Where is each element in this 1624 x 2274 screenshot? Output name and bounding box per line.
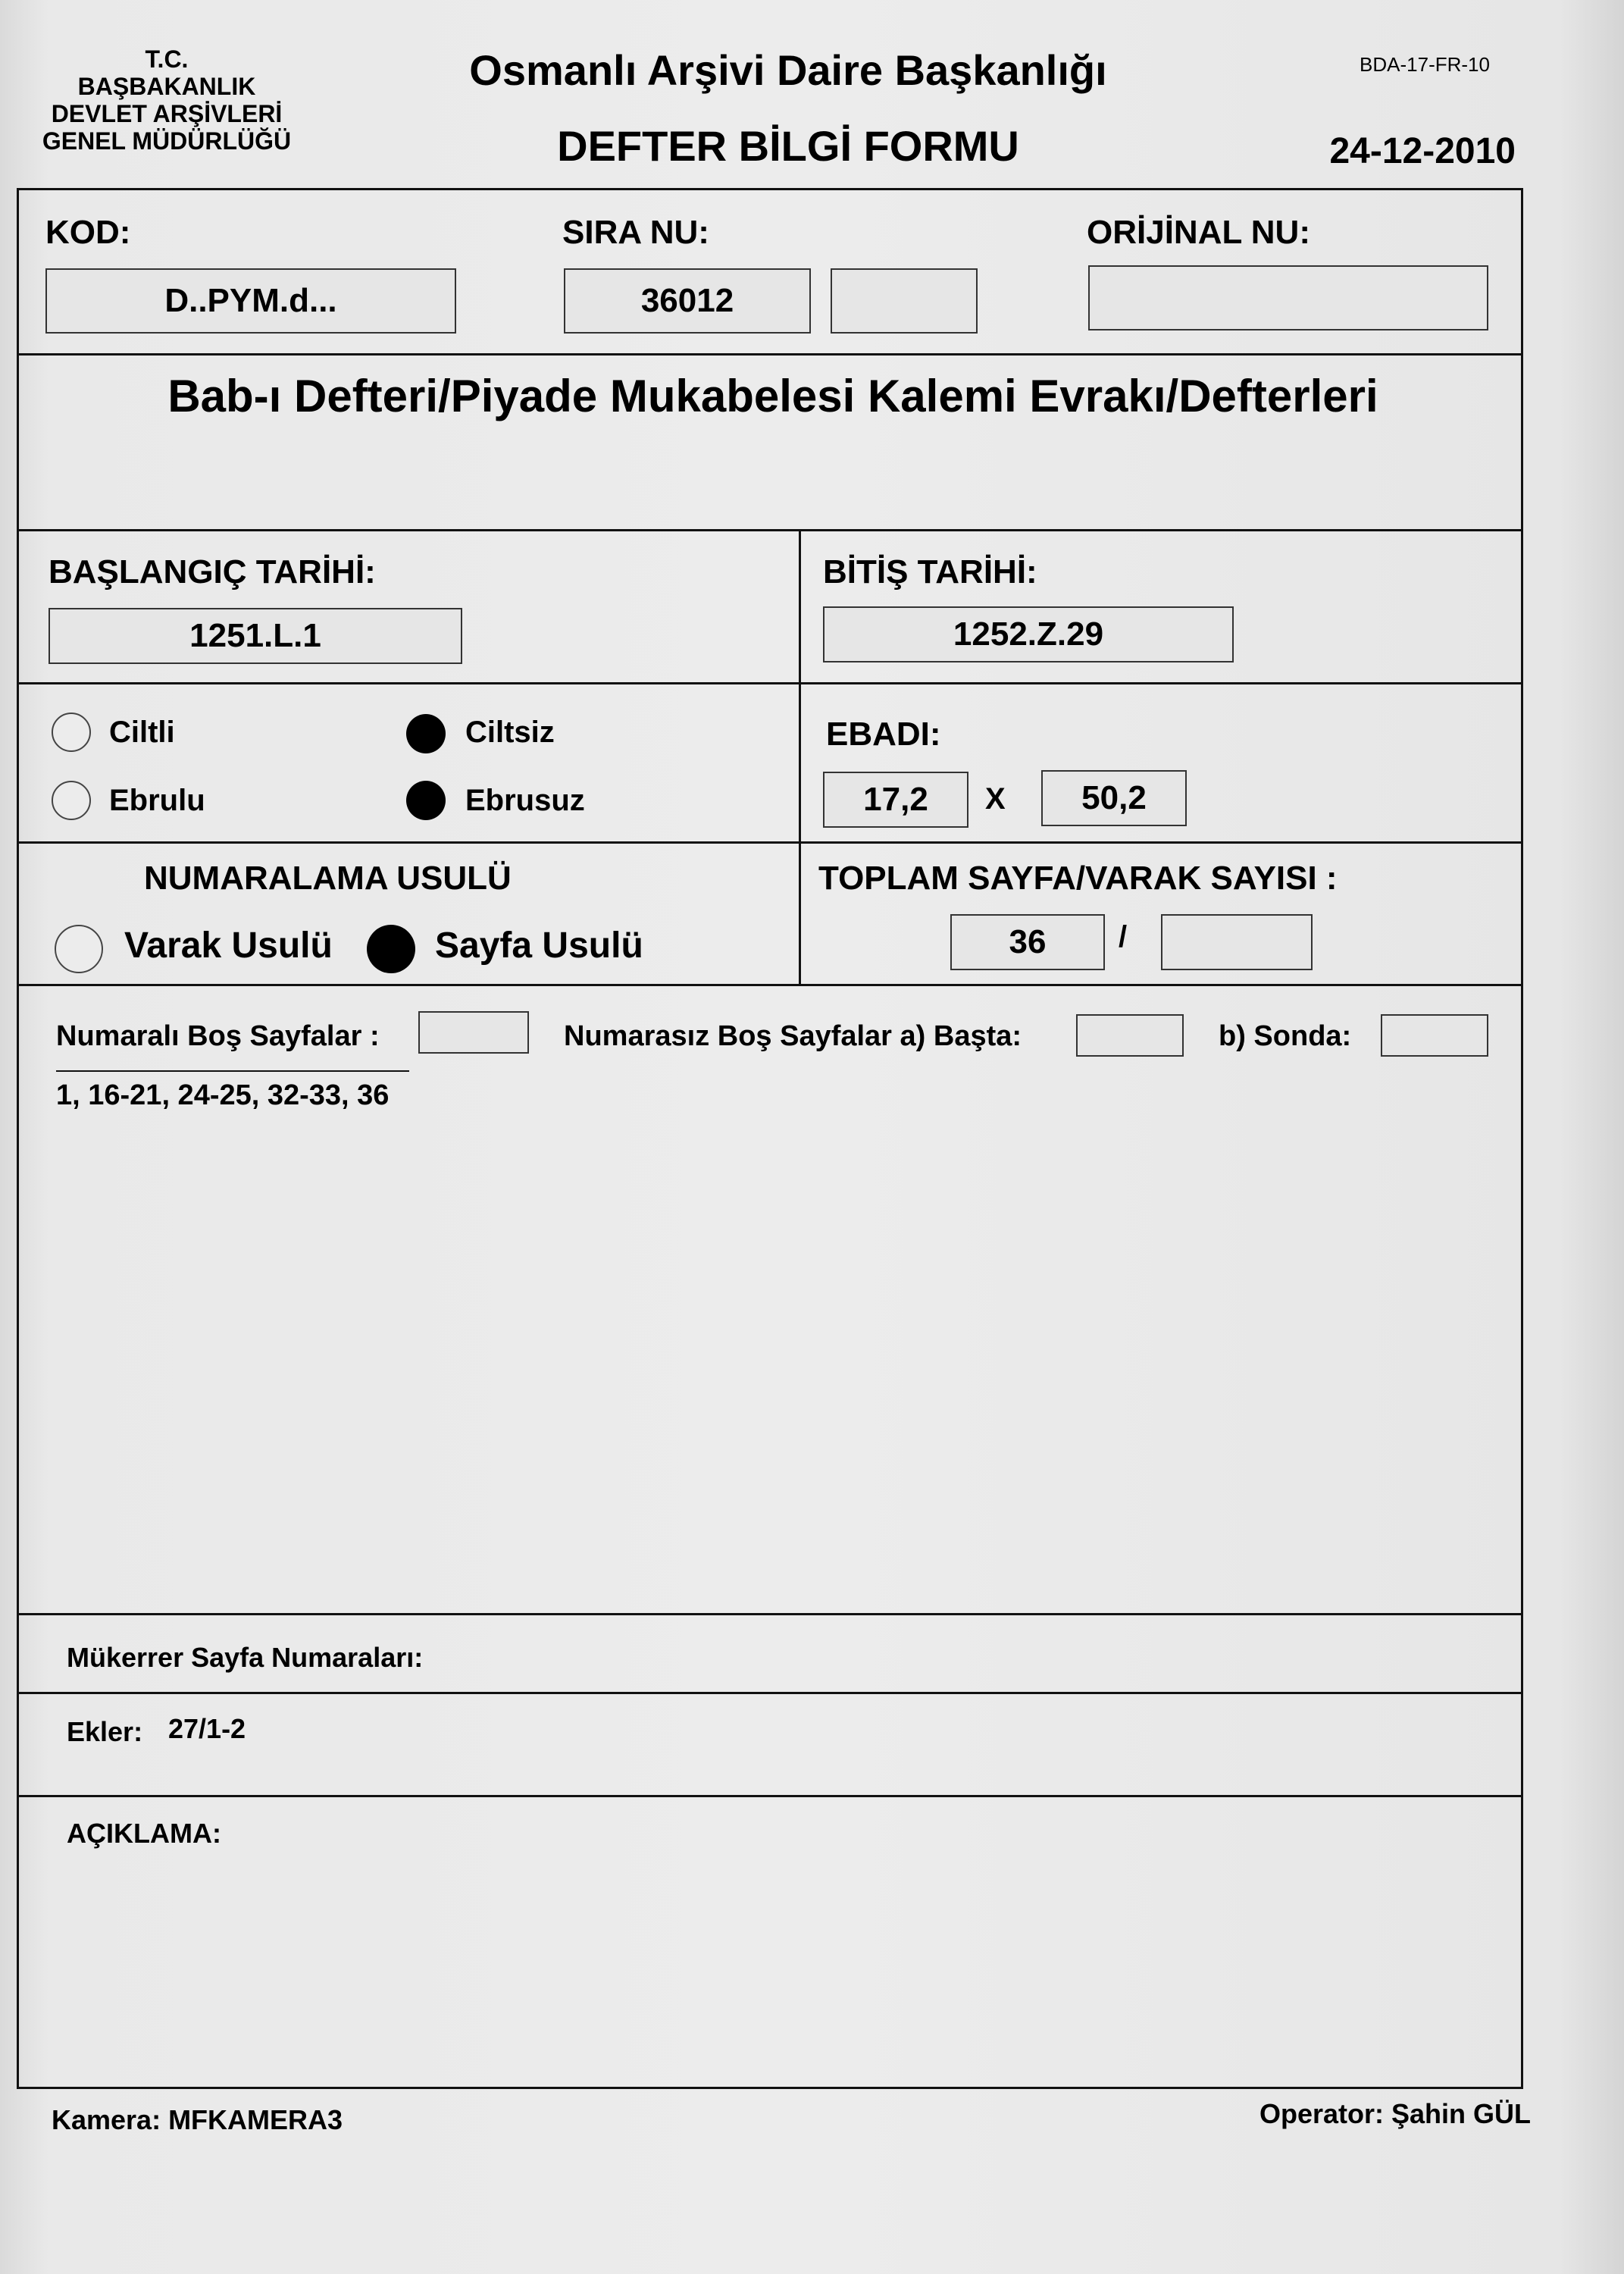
varak-radio[interactable]	[55, 925, 103, 973]
divider-row2	[17, 529, 1523, 531]
sayfa-radio[interactable]	[367, 925, 415, 973]
kod-field[interactable]: D..PYM.d...	[45, 268, 456, 334]
width-field[interactable]: 17,2	[823, 772, 968, 828]
divider-row6	[17, 1613, 1523, 1615]
divider-row8	[17, 1795, 1523, 1797]
attachments-label: Ekler:	[67, 1716, 143, 1747]
org-line-basbakanlik: BAŞBAKANLIK	[77, 73, 256, 100]
sira-extra-field[interactable]	[831, 268, 978, 334]
ebrulu-radio[interactable]	[52, 781, 91, 820]
sira-label: SIRA NU:	[562, 214, 709, 251]
frame-bottom	[17, 2087, 1523, 2089]
numbering-label: NUMARALAMA USULÜ	[144, 860, 512, 897]
divider-row4	[17, 841, 1523, 844]
height-field[interactable]: 50,2	[1041, 770, 1187, 826]
end-date-label: BİTİŞ TARİHİ:	[823, 553, 1037, 590]
total-separator: /	[1119, 920, 1128, 954]
total-leaves-field[interactable]	[1161, 914, 1313, 970]
orijinal-label: ORİJİNAL NU:	[1087, 214, 1310, 251]
form-subtitle: DEFTER BİLGİ FORMU	[557, 122, 1019, 170]
frame-top	[17, 188, 1523, 190]
page-title: Osmanlı Arşivi Daire Başkanlığı	[469, 46, 1107, 94]
ciltsiz-radio[interactable]	[406, 714, 446, 753]
ebadi-label: EBADI:	[826, 716, 941, 753]
ciltli-label: Ciltli	[109, 716, 175, 749]
ebrulu-label: Ebrulu	[109, 784, 205, 817]
collection-title: Bab-ı Defteri/Piyade Mukabelesi Kalemi Evrakı/Defterleri	[167, 371, 1378, 421]
form-date: 24-12-2010	[1329, 131, 1516, 171]
attachments-value: 27/1-2	[168, 1713, 246, 1744]
sayfa-label: Sayfa Usulü	[435, 926, 643, 966]
total-pages-field[interactable]: 36	[950, 914, 1105, 970]
form-code: BDA-17-FR-10	[1360, 53, 1490, 76]
dimension-separator: X	[985, 782, 1006, 816]
orijinal-field[interactable]	[1088, 265, 1488, 330]
unnumbered-blank-label: Numarasız Boş Sayfalar a) Başta:	[564, 1020, 1022, 1052]
org-line-genel: GENEL MÜDÜRLÜĞÜ	[42, 127, 292, 155]
kod-label: KOD:	[45, 214, 131, 251]
numbered-blank-field[interactable]	[418, 1011, 529, 1054]
camera-info: Kamera: MFKAMERA3	[52, 2104, 343, 2135]
operator-info: Operator: Şahin GÜL	[1259, 2098, 1531, 2129]
org-block	[15, 45, 318, 155]
org-line-tc: T.C.	[145, 45, 189, 73]
unnumbered-start-field[interactable]	[1076, 1014, 1184, 1057]
divider-row7	[17, 1692, 1523, 1694]
frame-right	[1521, 188, 1523, 2089]
total-label: TOPLAM SAYFA/VARAK SAYISI :	[818, 860, 1338, 897]
unnumbered-end-label: b) Sonda:	[1219, 1020, 1352, 1052]
divider-row3	[17, 682, 1523, 684]
end-date-field[interactable]: 1252.Z.29	[823, 606, 1234, 662]
ebrusuz-radio[interactable]	[406, 781, 446, 820]
ciltli-radio[interactable]	[52, 713, 91, 752]
org-line-devlet: DEVLET ARŞİVLERİ	[51, 100, 283, 127]
start-date-label: BAŞLANGIÇ TARİHİ:	[49, 553, 376, 590]
divider-row5	[17, 984, 1523, 986]
ciltsiz-label: Ciltsiz	[465, 716, 555, 749]
numbered-list-underline	[56, 1070, 409, 1072]
numbered-blank-label: Numaralı Boş Sayfalar :	[56, 1020, 380, 1052]
frame-left	[17, 188, 19, 2089]
start-date-field[interactable]: 1251.L.1	[49, 608, 462, 664]
sira-field[interactable]: 36012	[564, 268, 811, 334]
varak-label: Varak Usulü	[124, 926, 333, 966]
divider-row1	[17, 353, 1523, 356]
numbered-blank-list: 1, 16-21, 24-25, 32-33, 36	[56, 1079, 390, 1111]
duplicate-pages-label: Mükerrer Sayfa Numaraları:	[67, 1642, 424, 1673]
divider-vertical-mid	[799, 529, 801, 984]
ebrusuz-label: Ebrusuz	[465, 784, 585, 817]
unnumbered-end-field[interactable]	[1381, 1014, 1488, 1057]
explanation-label: AÇIKLAMA:	[67, 1818, 221, 1849]
